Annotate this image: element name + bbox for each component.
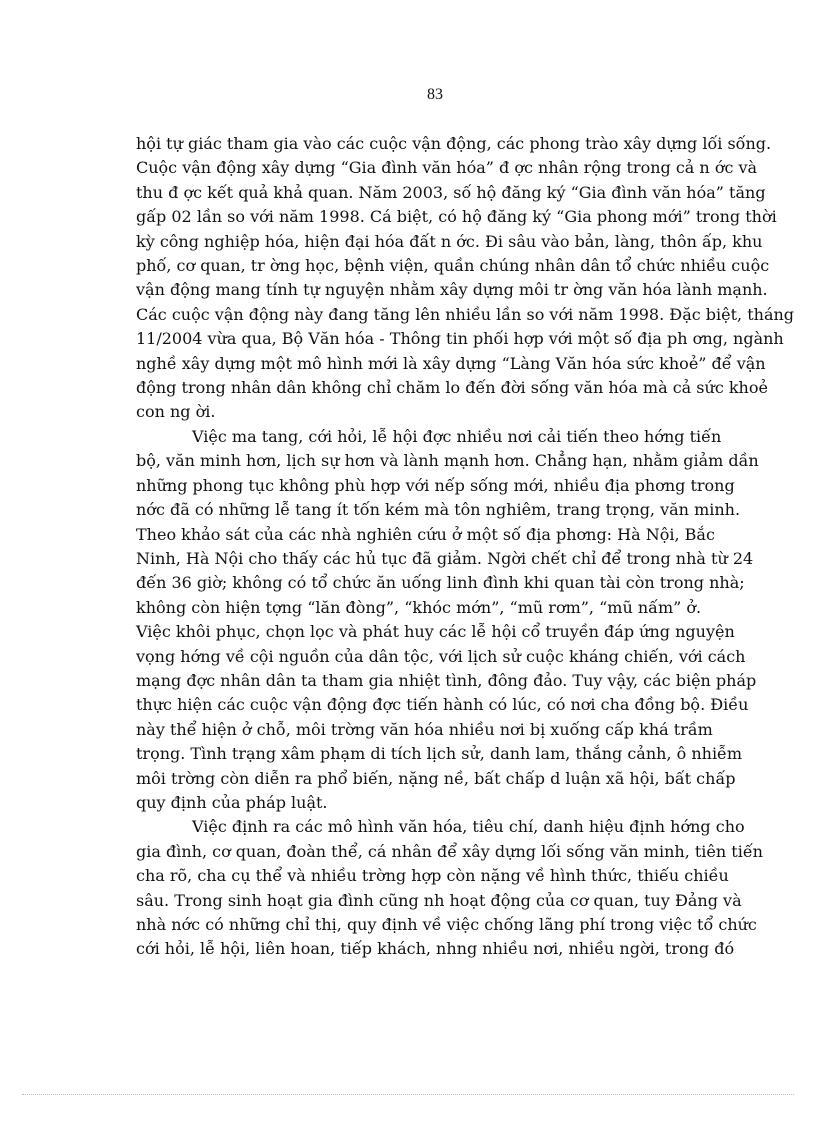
paragraph-line: 11/2004 vừa qua, Bộ Văn hóa - Thông tin phối hợp với một số địa ph ơng, ngành — [136, 329, 784, 349]
paragraph-line: môi trờng còn diễn ra phổ biến, nặng nề, bất chấp d luận xã hội, bất chấp — [136, 768, 736, 788]
paragraph-line: hội tự giác tham gia vào các cuộc vận động, các phong trào xây dựng lối sống. — [136, 134, 772, 153]
paragraph-line: Việc định ra các mô hình văn hóa, tiêu chí, danh hiệu định hớng cho — [192, 817, 745, 837]
paragraph-line: Ninh, Hà Nội cho thấy các hủ tục đã giảm. Ngời chết chỉ để trong nhà từ 24 — [136, 548, 754, 568]
paragraph-line: Cuộc vận động xây dựng “Gia đình văn hóa” đ ợc nhân rộng trong cả n ớc và — [136, 158, 758, 178]
paragraph-line: cới hỏi, lễ hội, liên hoan, tiếp khách, nhng nhiều nơi, nhiều ngời, trong đó — [136, 939, 735, 959]
paragraph-line: này thể hiện ở chỗ, môi trờng văn hóa nhiều nơi bị xuống cấp khá trầm — [136, 719, 713, 739]
paragraph-line: mạng đợc nhân dân ta tham gia nhiệt tình, đông đảo. Tuy vậy, các biện pháp — [136, 670, 757, 690]
page-footer-rule — [22, 1094, 794, 1095]
paragraph — [136, 425, 759, 816]
paragraph-line: Các cuộc vận động này đang tăng lên nhiều lần so với năm 1998. Đặc biệt, tháng — [136, 304, 795, 324]
paragraph-line: những phong tục không phù hợp với nếp sống mới, nhiều địa phơng trong — [136, 475, 735, 495]
paragraph-line: thực hiện các cuộc vận động đợc tiến hành có lúc, có nơi cha đồng bộ. Điều — [136, 695, 749, 715]
paragraph-line: phố, cơ quan, tr ờng học, bệnh viện, quần chúng nhân dân tổ chức nhiều cuộc — [136, 256, 770, 276]
paragraph-line: nớc đã có những lễ tang ít tốn kém mà tôn nghiêm, trang trọng, văn minh. — [136, 500, 741, 520]
paragraph-line: nghề xây dựng một mô hình mới là xây dựng “Làng Văn hóa sức khoẻ” để vận — [136, 353, 766, 373]
paragraph-line: sâu. Trong sinh hoạt gia đình cũng nh hoạt động của cơ quan, tuy Đảng và — [136, 890, 742, 910]
paragraph-line: quy định của pháp luật. — [136, 792, 328, 812]
paragraph-line: vận động mang tính tự nguyện nhằm xây dựng môi tr ờng văn hóa lành mạnh. — [136, 280, 768, 300]
paragraph-line: cha rõ, cha cụ thể và nhiều trờng hợp còn nặng về hình thức, thiếu chiều — [136, 866, 729, 886]
paragraph-line: trọng. Tình trạng xâm phạm di tích lịch sử, danh lam, thắng cảnh, ô nhiễm — [136, 744, 743, 764]
paragraph-line: Việc khôi phục, chọn lọc và phát huy các lễ hội cổ truyền đáp ứng nguyện — [136, 622, 735, 642]
page-number: 83 — [427, 86, 443, 103]
paragraph-line: gia đình, cơ quan, đoàn thể, cá nhân để xây dựng lối sống văn minh, tiên tiến — [136, 841, 763, 861]
paragraph-line: động trong nhân dân không chỉ chăm lo đến đời sống văn hóa mà cả sức khoẻ — [136, 378, 768, 398]
paragraph — [136, 132, 795, 425]
paragraph-line: kỳ công nghiệp hóa, hiện đại hóa đất n ớc. Đi sâu vào bản, làng, thôn ấp, khu — [136, 231, 763, 251]
paragraph-line: bộ, văn minh hơn, lịch sự hơn và lành mạnh hơn. Chẳng hạn, nhằm giảm dần — [136, 451, 759, 471]
paragraph-line: Theo khảo sát của các nhà nghiên cứu ở một số địa phơng: Hà Nội, Bắc — [136, 524, 715, 544]
paragraph-line: đến 36 giờ; không có tổ chức ăn uống linh đình khi quan tài còn trong nhà; — [136, 573, 745, 593]
paragraph — [136, 815, 763, 961]
paragraph-line: con ng ời. — [136, 402, 216, 422]
paragraph-line: nhà nớc có những chỉ thị, quy định về việc chống lãng phí trong việc tổ chức — [136, 915, 757, 934]
paragraph-line: thu đ ợc kết quả khả quan. Năm 2003, số hộ đăng ký “Gia đình văn hóa” tăng — [136, 182, 766, 202]
paragraph-line: gấp 02 lần so với năm 1998. Cá biệt, có hộ đăng ký “Gia phong mới” trong thời — [136, 207, 777, 227]
paragraph-line: không còn hiện tợng “lăn đòng”, “khóc mớn”, “mũ rơm”, “mũ nấm” ở. — [136, 597, 702, 617]
body-text — [136, 132, 795, 962]
paragraph-line: vọng hớng về cội nguồn của dân tộc, với lịch sử cuộc kháng chiến, với cách — [136, 646, 746, 666]
paragraph-line: Việc ma tang, cới hỏi, lễ hội đợc nhiều nơi cải tiến theo hớng tiến — [192, 426, 722, 446]
